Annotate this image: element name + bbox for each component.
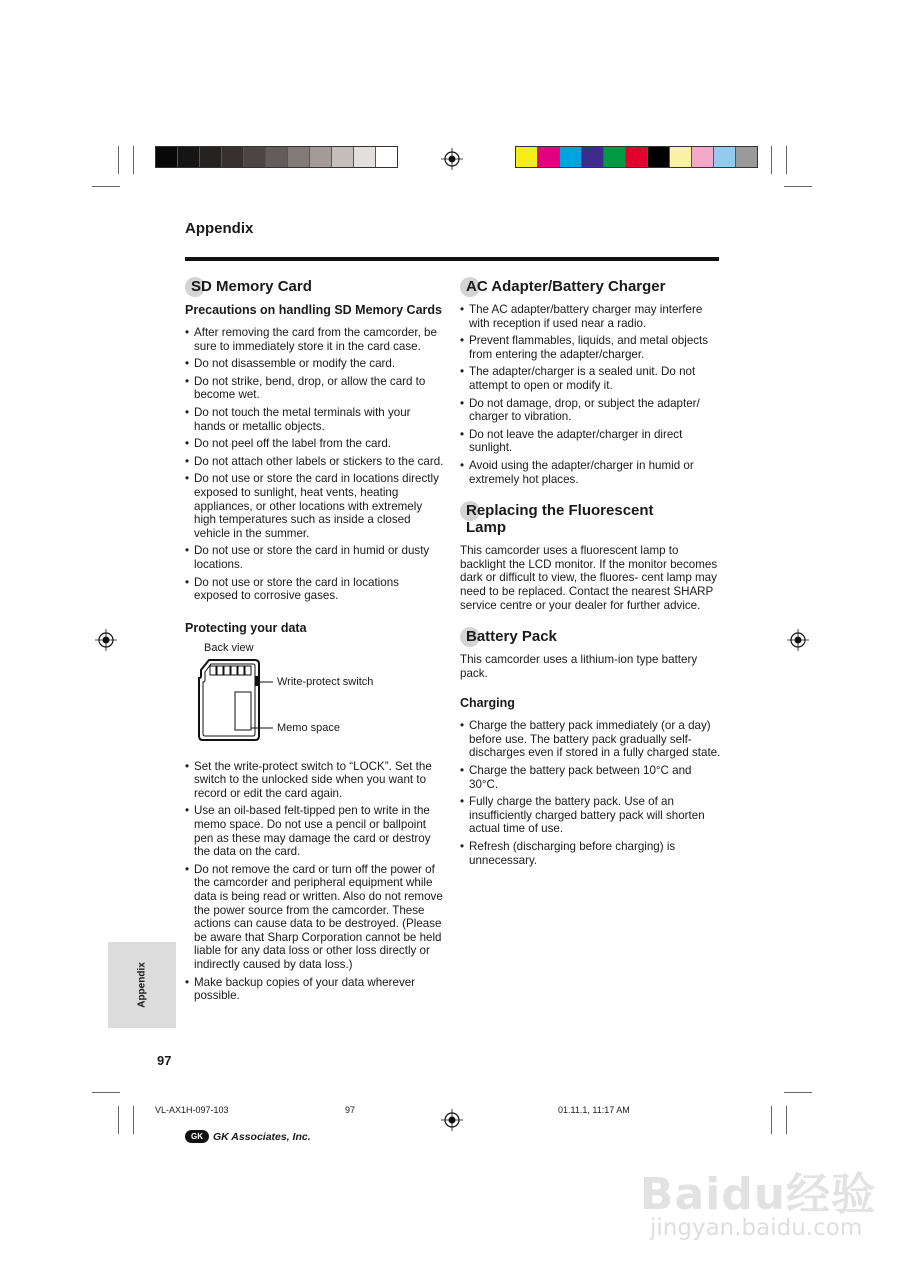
- color-swatch: [626, 147, 648, 167]
- crop-mark: [786, 146, 787, 174]
- color-swatch: [178, 147, 200, 167]
- list-item: • Avoid using the adapter/charger in humid or extremely hot places.: [460, 459, 722, 486]
- list-item: • The AC adapter/battery charger may interfere with reception if used near a radio.: [460, 303, 722, 330]
- list-item: • Fully charge the battery pack. Use of an insufficiently charged battery pack will shorten actual time of use.: [460, 795, 722, 836]
- color-swatch: [560, 147, 582, 167]
- crop-mark: [771, 1106, 772, 1134]
- list-item: • Do not remove the card or turn off the power of the camcorder and peripheral equipment while data is being read or written. Also do not remove the power source from the camcorder. These actions can cause data to be destroyed. (Please be aware that Sharp Corporation cannot be held liable for any data loss or other loss directly or indirectly caused by data loss.): [185, 863, 445, 972]
- fluorescent-lamp-text: This camcorder uses a fluorescent lamp to backlight the LCD monitor. If the monitor becomes dark or difficult to view, the fluores- cent lamp may need to be replaced. Contact the nearest SHARP service centre or your dealer for further advice.: [460, 544, 718, 612]
- battery-pack-text: This camcorder uses a lithium-ion type battery pack.: [460, 653, 698, 680]
- precautions-list: [185, 326, 445, 603]
- right-column: [460, 278, 722, 871]
- list-item: • Make backup copies of your data wherever possible.: [185, 976, 445, 1003]
- color-swatch: [516, 147, 538, 167]
- registration-mark-icon: [441, 1109, 463, 1131]
- footer-page: 97: [345, 1105, 356, 1115]
- appendix-side-tab: [108, 942, 176, 1028]
- write-protect-label: Write-protect switch: [277, 675, 374, 688]
- crop-mark: [786, 1106, 787, 1134]
- list-item: • Refresh (discharging before charging) is unnecessary.: [460, 840, 722, 867]
- sd-card-icon: [197, 658, 277, 744]
- list-item: • Do not attach other labels or stickers to the card.: [185, 455, 445, 469]
- protect-list: [185, 760, 445, 1003]
- registration-mark-icon: [441, 148, 463, 170]
- battery-pack-heading: Battery Pack: [460, 628, 722, 645]
- color-swatch: [354, 147, 376, 167]
- list-item: • Do not peel off the label from the card.: [185, 437, 445, 451]
- list-item: • Do not touch the metal terminals with your hands or metallic objects.: [185, 406, 445, 433]
- crop-mark: [118, 1106, 119, 1134]
- list-item: • The adapter/charger is a sealed unit. Do not attempt to open or modify it.: [460, 365, 722, 392]
- list-item: • After removing the card from the camcorder, be sure to immediately store it in the card case.: [185, 326, 445, 353]
- registration-mark-icon: [787, 629, 809, 651]
- color-swatch: [222, 147, 244, 167]
- ac-adapter-list: [460, 303, 722, 486]
- color-swatch: [692, 147, 714, 167]
- crop-mark: [133, 146, 134, 174]
- color-swatch: [266, 147, 288, 167]
- crop-mark: [92, 1092, 120, 1093]
- fluorescent-lamp-heading: Replacing the Fluorescent Lamp: [460, 502, 722, 536]
- crop-mark: [784, 186, 812, 187]
- crop-mark: [784, 1092, 812, 1093]
- list-item: • Charge the battery pack between 10°C and 30°C.: [460, 764, 722, 791]
- color-swatch: [288, 147, 310, 167]
- page-number: 97: [157, 1053, 172, 1068]
- list-item: • Use an oil-based felt-tipped pen to write in the memo space. Do not use a pencil or ballpoint pen as these may damage the card or destroy the data on the card.: [185, 804, 445, 858]
- side-tab-label: Appendix: [136, 962, 148, 1008]
- color-swatch: [604, 147, 626, 167]
- list-item: • Do not damage, drop, or subject the adapter/ charger to vibration.: [460, 397, 722, 424]
- list-item: • Charge the battery pack immediately (or a day) before use. The battery pack gradually self-discharges even if stored in a fully charged state.: [460, 719, 722, 760]
- color-swatch: [538, 147, 560, 167]
- left-column: [185, 278, 445, 1007]
- crop-mark: [133, 1106, 134, 1134]
- back-view-label: Back view: [204, 641, 254, 654]
- list-item: • Do not strike, bend, drop, or allow the card to become wet.: [185, 375, 445, 402]
- baidu-url-watermark: jingyan.baidu.com: [650, 1215, 863, 1241]
- memo-space-label: Memo space: [277, 721, 340, 734]
- list-item: • Do not use or store the card in humid or dusty locations.: [185, 544, 445, 571]
- precautions-title: Precautions on handling SD Memory Cards: [185, 303, 442, 317]
- color-calibration-bar: [515, 146, 758, 168]
- list-item: • Prevent flammables, liquids, and metal objects from entering the adapter/charger.: [460, 334, 722, 361]
- sd-card-diagram: [185, 642, 445, 754]
- color-swatch: [332, 147, 354, 167]
- color-swatch: [670, 147, 692, 167]
- baidu-logo-watermark: Baidu经验: [640, 1169, 877, 1220]
- ac-adapter-heading: AC Adapter/Battery Charger: [460, 278, 722, 295]
- list-item: • Do not leave the adapter/charger in direct sunlight.: [460, 428, 722, 455]
- list-item: • Set the write-protect switch to “LOCK”. Set the switch to the unlocked side when you want to record or edit the card again.: [185, 760, 445, 801]
- list-item: • Do not disassemble or modify the card.: [185, 357, 445, 371]
- gk-logo-icon: GK: [185, 1130, 209, 1143]
- color-swatch: [376, 147, 397, 167]
- list-item: • Do not use or store the card in locations directly exposed to sunlight, heat vents, heating appliances, or other locations with extremely high temperatures such as inside a closed vehicle in the summer.: [185, 472, 445, 540]
- color-swatch: [648, 147, 670, 167]
- sd-memory-card-heading: SD Memory Card: [185, 278, 445, 295]
- color-swatch: [310, 147, 332, 167]
- brand-name: GK Associates, Inc.: [213, 1130, 311, 1143]
- footer-code: VL-AX1H-097-103: [155, 1105, 229, 1115]
- gray-calibration-bar: [155, 146, 398, 168]
- charging-title: Charging: [460, 696, 515, 711]
- section-label: Appendix: [185, 220, 254, 237]
- color-swatch: [156, 147, 178, 167]
- charging-list: [460, 719, 722, 867]
- footer-timestamp: 01.11.1, 11:17 AM: [558, 1105, 630, 1115]
- color-swatch: [244, 147, 266, 167]
- color-swatch: [200, 147, 222, 167]
- color-swatch: [736, 147, 757, 167]
- brand-footer: [185, 1130, 311, 1143]
- protect-title: Protecting your data: [185, 620, 307, 635]
- crop-mark: [92, 186, 120, 187]
- crop-mark: [771, 146, 772, 174]
- crop-mark: [118, 146, 119, 174]
- color-swatch: [714, 147, 736, 167]
- list-item: • Do not use or store the card in locations exposed to corrosive gases.: [185, 576, 445, 603]
- registration-mark-icon: [95, 629, 117, 651]
- color-swatch: [582, 147, 604, 167]
- header-rule: [185, 257, 719, 261]
